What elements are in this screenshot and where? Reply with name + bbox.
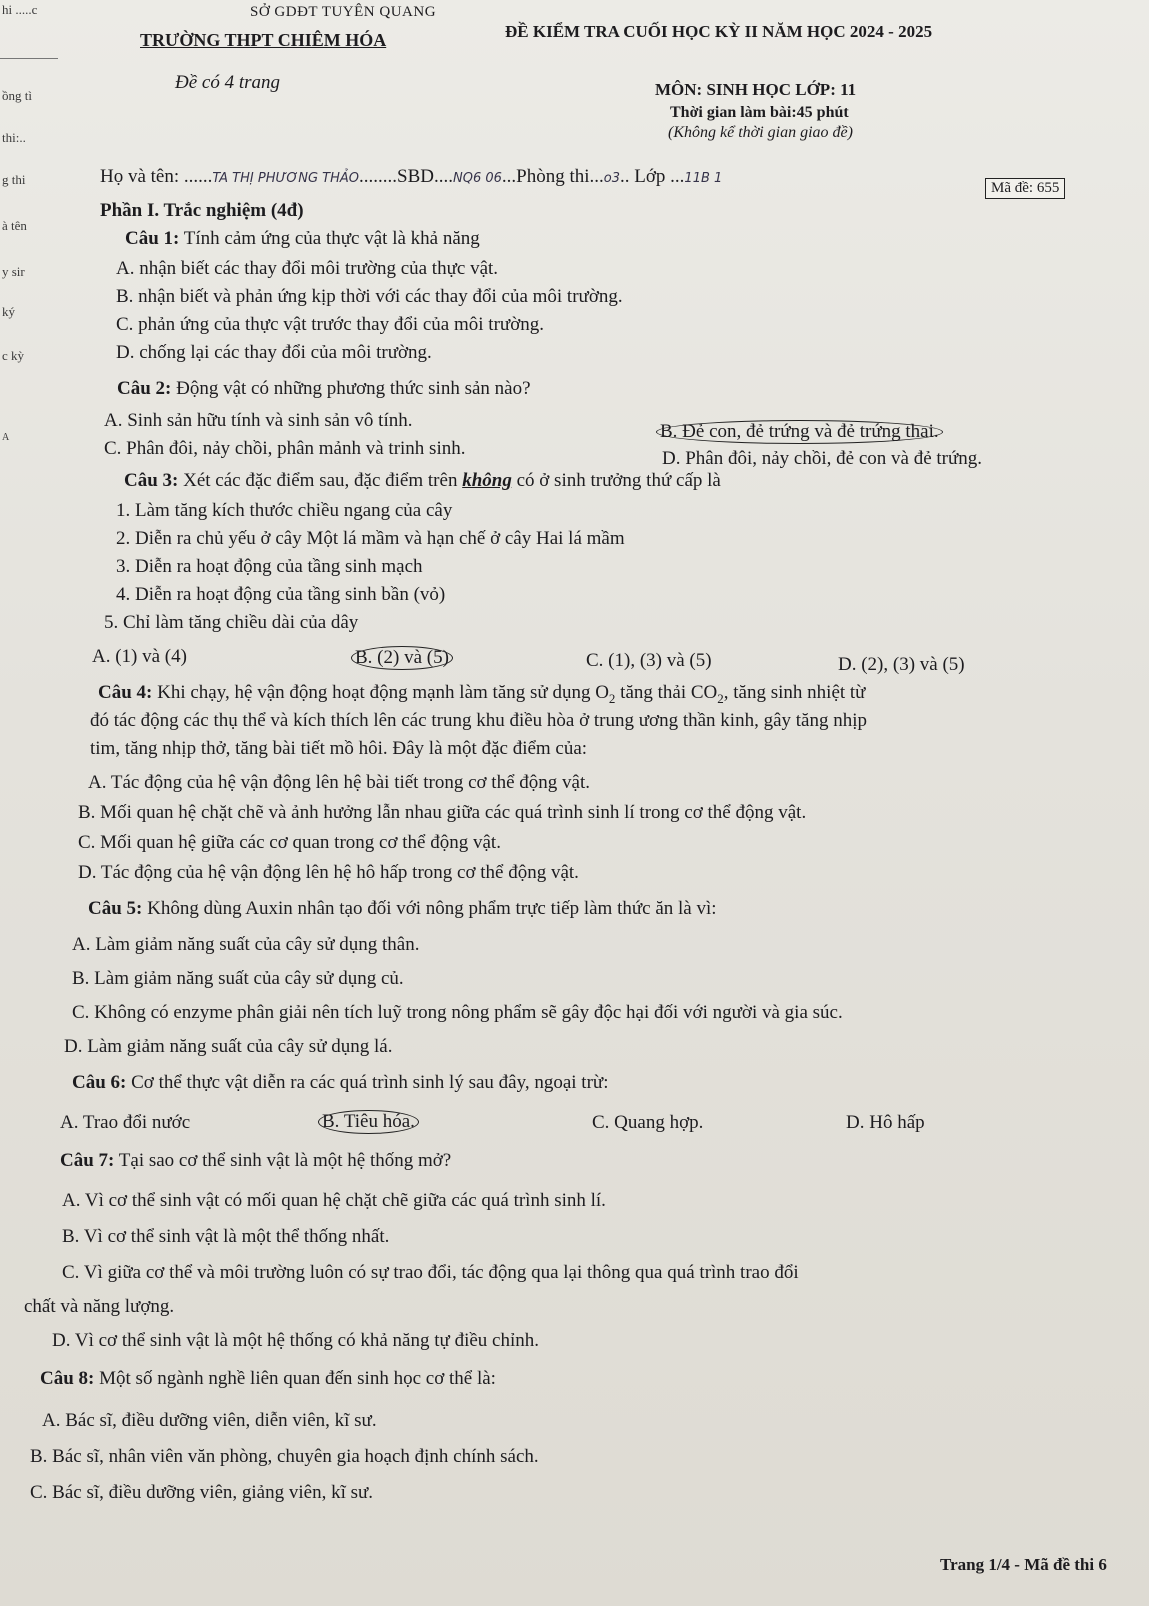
option-a: A. Sinh sản hữu tính và sinh sản vô tính. — [104, 410, 413, 431]
statement-item: 4. Diễn ra hoạt động của tầng sinh bần (vỏ) — [116, 584, 446, 605]
option-b: B. Bác sĩ, nhân viên văn phòng, chuyên gia hoạch định chính sách. — [30, 1446, 539, 1467]
question-4 — [98, 682, 865, 707]
page-footer: Trang 1/4 - Mã đề thi 6 — [940, 1555, 1107, 1574]
question-1 — [125, 228, 480, 250]
option-d: D. Làm giảm năng suất của cây sử dụng lá. — [64, 1036, 393, 1057]
room-handwritten: o3 — [603, 171, 621, 186]
option-b: B. nhận biết và phản ứng kịp thời với các thay đổi của môi trường. — [116, 286, 623, 307]
margin-fragment: A — [2, 432, 10, 443]
question-number: Câu 2: — [117, 378, 172, 399]
student-name-handwritten: TA THỊ PHƯƠNG THẢO — [212, 171, 360, 186]
margin-fragment: ồng tì — [2, 88, 32, 103]
option-c: C. Mối quan hệ giữa các cơ quan trong cơ thể động vật. — [78, 832, 501, 853]
option-a: A. Tác động của hệ vận động lên hệ bài tiết trong cơ thể động vật. — [88, 772, 590, 793]
option-c: C. phản ứng của thực vật trước thay đổi của môi trường. — [116, 314, 544, 335]
option-a: A. Vì cơ thể sinh vật có mối quan hệ chặt chẽ giữa các quá trình sinh lí. — [62, 1190, 606, 1211]
question-number: Câu 7: — [60, 1150, 115, 1171]
question-text: Khi chạy, hệ vận động hoạt động mạnh làm tăng sử dụng O — [152, 682, 609, 703]
option-b — [322, 1110, 419, 1134]
option-a: A. (1) và (4) — [92, 646, 187, 667]
margin-rule — [0, 58, 58, 59]
option-b — [660, 420, 943, 444]
option-d: D. (2), (3) và (5) — [838, 654, 965, 675]
question-2 — [117, 378, 531, 400]
option-a: A. Bác sĩ, điều dưỡng viên, diễn viên, kĩ sư. — [42, 1410, 377, 1431]
question-7 — [60, 1150, 451, 1172]
selected-answer-circle: B. Tiêu hóa. — [318, 1110, 419, 1134]
time-note: (Không kể thời gian giao đề) — [668, 124, 853, 141]
option-c: C. Vì giữa cơ thể và môi trường luôn có sự trao đổi, tác động qua lại thông qua quá trình trao đổi — [62, 1262, 799, 1283]
sbd-handwritten: NQ6 06 — [453, 171, 502, 186]
left-margin-fragments — [0, 0, 62, 1606]
margin-fragment: hi .....c — [2, 2, 38, 17]
option-b — [355, 646, 453, 670]
department-name: SỞ GDĐT TUYÊN QUANG — [250, 4, 437, 20]
option-b: B. Mối quan hệ chặt chẽ và ảnh hưởng lẫn nhau giữa các quá trình sinh lí trong cơ thể động vật. — [78, 802, 807, 823]
option-c: C. Phân đôi, nảy chồi, phân mảnh và trinh sinh. — [104, 438, 466, 459]
time-limit: Thời gian làm bài:45 phút — [670, 104, 849, 121]
exam-title: ĐỀ KIỂM TRA CUỐI HỌC KỲ II NĂM HỌC 2024 - 2025 — [505, 22, 933, 41]
question-text: Tính cảm ứng của thực vật là khả năng — [179, 228, 480, 249]
statement-item: 2. Diễn ra chủ yếu ở cây Một lá mầm và hạn chế ở cây Hai lá mầm — [116, 528, 625, 549]
question-text: , tăng sinh nhiệt từ — [723, 682, 866, 703]
page-count-note: Đề có 4 trang — [175, 72, 281, 93]
statement-item: 5. Chỉ làm tăng chiều dài của dây — [104, 612, 359, 633]
margin-fragment: g thi — [2, 172, 26, 187]
class-handwritten: 11B 1 — [684, 171, 723, 186]
option-c-continued: chất và năng lượng. — [24, 1296, 175, 1317]
emphasis-word: không — [462, 470, 512, 491]
subject-line: MÔN: SINH HỌC LỚP: 11 — [655, 80, 857, 99]
margin-fragment: y sir — [2, 264, 25, 279]
margin-fragment: ký — [2, 304, 15, 319]
option-c: C. Không có enzyme phân giải nên tích luỹ trong nông phẩm sẽ gây độc hại đối với người và gia súc. — [72, 1002, 843, 1023]
question-text-line: đó tác động các thụ thể và kích thích lên các trung khu điều hòa ở trung ương thần kinh, gây tăng nhịp — [90, 710, 867, 731]
question-number: Câu 6: — [72, 1072, 127, 1093]
question-text: Động vật có những phương thức sinh sản nào? — [171, 378, 531, 399]
option-d: D. Hô hấp — [846, 1112, 925, 1133]
option-a: A. Làm giảm năng suất của cây sử dụng thân. — [72, 934, 420, 955]
name-label: Họ và tên: ...... — [100, 166, 213, 187]
question-text: Xét các đặc điểm sau, đặc điểm trên — [178, 470, 463, 491]
question-3 — [124, 470, 721, 492]
exam-code-box: Mã đề: 655 — [985, 178, 1065, 199]
question-text: Cơ thể thực vật diễn ra các quá trình sinh lý sau đây, ngoại trừ: — [126, 1072, 609, 1093]
class-label: .. Lớp ... — [620, 166, 685, 187]
sbd-label: ........SBD.... — [359, 166, 453, 187]
option-c: C. Quang hợp. — [592, 1112, 704, 1133]
option-a: A. nhận biết các thay đổi môi trường của thực vật. — [116, 258, 499, 279]
question-text: có ở sinh trưởng thứ cấp là — [511, 470, 721, 491]
question-text: Tại sao cơ thể sinh vật là một hệ thống mở? — [114, 1150, 452, 1171]
question-text: Không dùng Auxin nhân tạo đối với nông phẩm trực tiếp làm thức ăn là vì: — [142, 898, 717, 919]
question-number: Câu 4: — [98, 682, 153, 703]
option-d: D. chống lại các thay đổi của môi trường. — [116, 342, 432, 363]
subscript: 2 — [608, 690, 616, 706]
question-text: Một số ngành nghề liên quan đến sinh học cơ thể là: — [94, 1368, 496, 1389]
question-number: Câu 5: — [88, 898, 143, 919]
margin-fragment: à tên — [2, 218, 27, 233]
statement-item: 3. Diễn ra hoạt động của tầng sinh mạch — [116, 556, 423, 577]
school-name: TRƯỜNG THPT CHIÊM HÓA — [140, 30, 387, 50]
option-d: D. Vì cơ thể sinh vật là một hệ thống có khả năng tự điều chỉnh. — [52, 1330, 539, 1351]
option-c: C. (1), (3) và (5) — [586, 650, 712, 671]
option-b: B. Làm giảm năng suất của cây sử dụng củ. — [72, 968, 404, 989]
question-5 — [88, 898, 717, 920]
statement-item: 1. Làm tăng kích thước chiều ngang của cây — [116, 500, 453, 521]
margin-fragment: thi:.. — [2, 130, 26, 145]
question-text-line: tim, tăng nhịp thở, tăng bài tiết mồ hôi. Đây là một đặc điểm của: — [90, 738, 588, 759]
room-label: ...Phòng thi... — [501, 166, 604, 187]
option-d: D. Tác động của hệ vận động lên hệ hô hấp trong cơ thể động vật. — [78, 862, 579, 883]
subscript: 2 — [717, 690, 724, 706]
question-number: Câu 1: — [125, 228, 180, 249]
question-8 — [40, 1368, 496, 1390]
selected-answer-circle: B. (2) và (5) — [351, 646, 453, 670]
option-c: C. Bác sĩ, điều dưỡng viên, giảng viên, kĩ sư. — [30, 1482, 374, 1503]
margin-fragment: c kỳ — [2, 348, 25, 363]
question-6 — [72, 1072, 609, 1094]
option-d: D. Phân đôi, nảy chồi, đẻ con và đẻ trứng. — [662, 448, 983, 469]
option-a: A. Trao đổi nước — [60, 1112, 191, 1133]
student-info-line — [100, 166, 722, 188]
option-b: B. Vì cơ thể sinh vật là một thể thống nhất. — [62, 1226, 390, 1247]
part-title: Phần I. Trắc nghiệm (4đ) — [100, 200, 304, 221]
question-text: tăng thải CO — [615, 682, 718, 703]
question-number: Câu 3: — [124, 470, 179, 491]
question-number: Câu 8: — [40, 1368, 95, 1389]
selected-answer-circle: B. Đẻ con, đẻ trứng và đẻ trứng thai. — [656, 420, 943, 444]
